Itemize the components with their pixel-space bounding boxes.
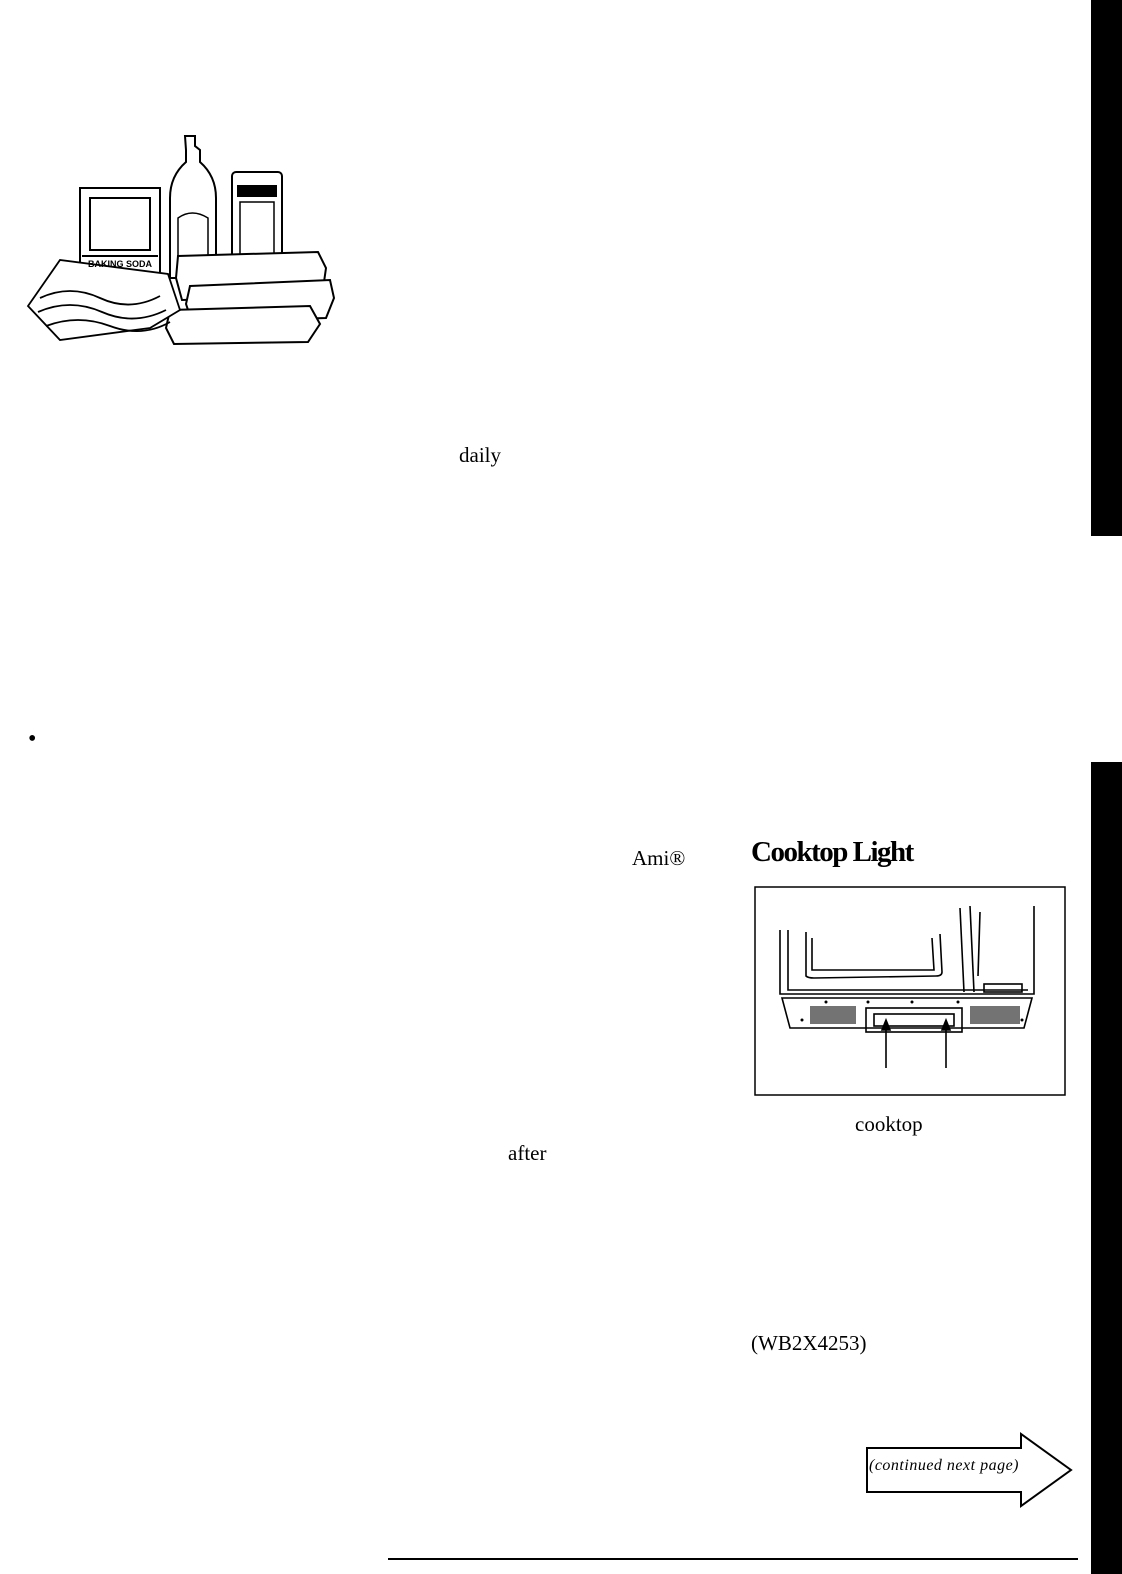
index-tab-middle bbox=[1091, 762, 1122, 1306]
cooktop-light-heading: Cooktop Light bbox=[751, 836, 913, 868]
cleaning-supplies-illustration bbox=[20, 128, 345, 350]
towels-icon bbox=[28, 260, 180, 340]
word-cooktop: cooktop bbox=[855, 1112, 923, 1136]
continued-caption bbox=[867, 1448, 1021, 1490]
bullet-marker: • bbox=[28, 726, 37, 752]
continued-text: (continued next page) bbox=[869, 1457, 1019, 1474]
word-ami: Ami® bbox=[632, 846, 686, 870]
baking-soda-label: BAKING SODA bbox=[87, 259, 153, 269]
bottom-rule bbox=[388, 1558, 1078, 1560]
word-after: after bbox=[508, 1141, 547, 1165]
cooktop-light-diagram bbox=[754, 886, 1066, 1096]
index-tab-bottom bbox=[1091, 1302, 1122, 1574]
word-daily: daily bbox=[459, 443, 501, 467]
index-tab-top bbox=[1091, 0, 1122, 536]
sponges-icon bbox=[166, 252, 334, 344]
part-number: (WB2X4253) bbox=[751, 1331, 867, 1355]
